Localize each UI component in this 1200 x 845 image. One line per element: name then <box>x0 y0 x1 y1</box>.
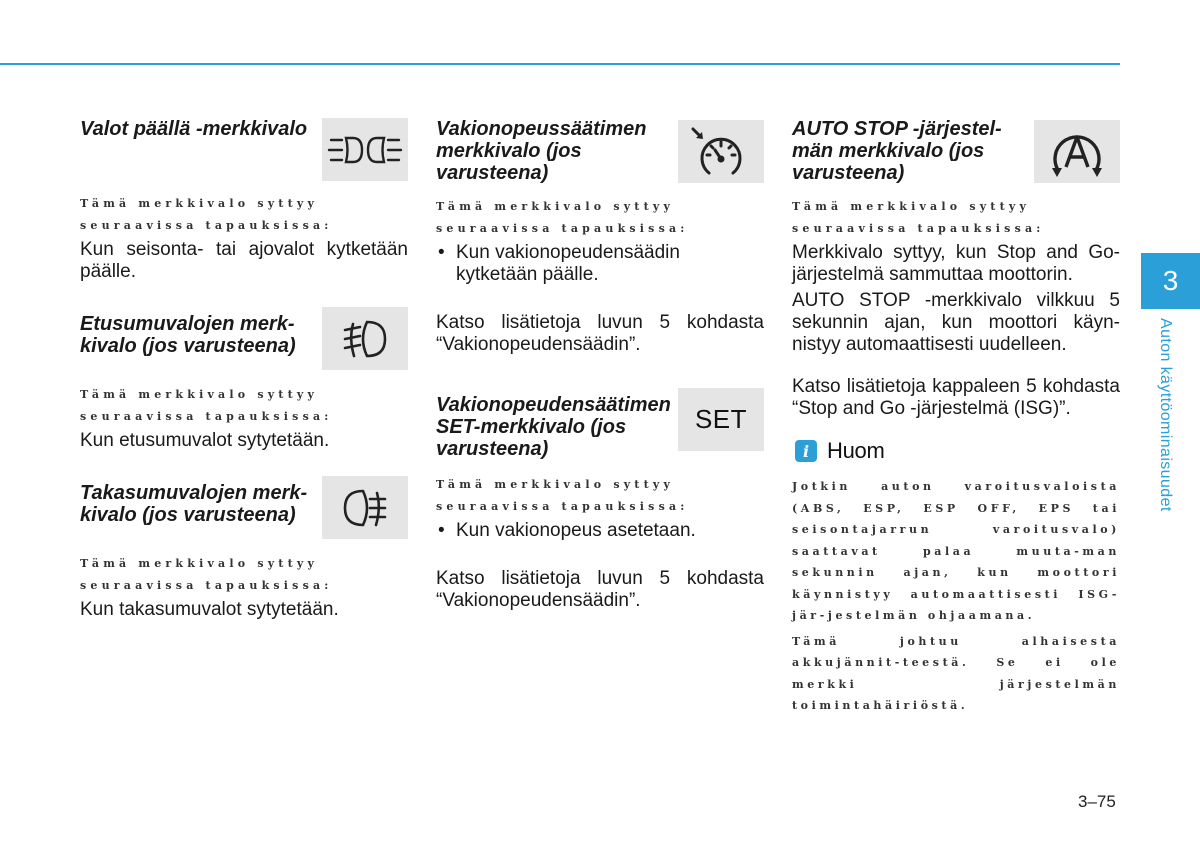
condition-label: Tämä merkkivalo syttyy seuraavissa tapauksissa: <box>436 478 689 513</box>
bullet-text: Kun vakionopeus asetetaan. <box>456 520 696 541</box>
section-headlight <box>80 112 408 181</box>
front-fog-light-icon <box>322 307 408 370</box>
section-body: Kun seisonta- tai ajovalot kytketään päälle. <box>80 239 408 282</box>
section-heading: Vakionopeudensäätimen SET-merkkivalo (jos varusteena) <box>436 394 671 460</box>
page-number: 3–75 <box>1078 792 1116 811</box>
section-body: Merkkivalo syttyy, kun Stop and Go-järjestelmä sammuttaa moottorin. <box>792 242 1120 285</box>
column-3 <box>792 112 1120 717</box>
section-front-fog <box>80 307 408 370</box>
auto-stop-icon <box>1034 120 1120 183</box>
section-heading: Takasumuvalojen merk-kivalo (jos varusteena) <box>80 482 308 526</box>
chapter-tab: 3 <box>1141 253 1200 309</box>
section-heading: Vakionopeussäätimen merkkivalo (jos varusteena) <box>436 118 647 184</box>
info-icon: i <box>795 440 817 462</box>
section-cruise <box>436 112 764 184</box>
cruise-control-icon <box>678 120 764 183</box>
reference-text: Katso lisätietoja luvun 5 kohdasta “Vakionopeudensäädin”. <box>436 312 764 355</box>
headlight-icon <box>322 118 408 181</box>
chapter-title: Auton käyttöominaisuudet <box>1157 318 1174 512</box>
section-body: Kun takasumuvalot sytytetään. <box>80 599 339 620</box>
section-heading: AUTO STOP -järjestel-män merkkivalo (jos varusteena) <box>792 118 1002 184</box>
note-paragraph: Jotkin auton varoitusvaloista (ABS, ESP, ESP OFF, EPS tai seisontajarrun varoitusvalo) saattavat palaa muuta-man sekunnin ajan, kun moottori käynnistyy automaattisesti ISG-jär-jestelmän ohjaamana. <box>792 480 1120 622</box>
note-header <box>792 438 1120 464</box>
note-paragraph: Tämä johtuu alhaisesta akkujännit-teestä. Se ei ole merkki järjestelmän toimintahäiriöstä. <box>792 634 1120 712</box>
bullet-text: Kun vakionopeudensäädin kytketään päälle. <box>456 242 680 285</box>
note-title: Huom <box>827 438 885 463</box>
condition-label: Tämä merkkivalo syttyy seuraavissa tapauksissa: <box>792 200 1045 235</box>
reference-text: Katso lisätietoja luvun 5 kohdasta “Vakionopeudensäädin”. <box>436 568 764 611</box>
section-set <box>436 388 764 460</box>
section-heading: Valot päällä -merkkivalo <box>80 118 308 140</box>
rear-fog-light-icon <box>322 476 408 539</box>
header-rule <box>0 63 1120 65</box>
section-rear-fog <box>80 476 408 539</box>
set-indicator-icon <box>678 388 764 451</box>
column-2 <box>436 112 764 612</box>
bullet-item: • Kun vakionopeudensäädin kytketään päälle. <box>436 242 764 286</box>
set-icon-text: SET <box>694 404 748 434</box>
column-1 <box>80 112 408 621</box>
section-auto-stop <box>792 112 1120 184</box>
condition-label: Tämä merkkivalo syttyy seuraavissa tapauksissa: <box>80 197 333 232</box>
condition-label: Tämä merkkivalo syttyy seuraavissa tapauksissa: <box>436 200 689 235</box>
reference-text: Katso lisätietoja kappaleen 5 kohdasta “Stop and Go -järjestelmä (ISG)”. <box>792 376 1120 419</box>
bullet-item: • Kun vakionopeus asetetaan. <box>438 520 696 541</box>
condition-label: Tämä merkkivalo syttyy seuraavissa tapauksissa: <box>80 388 333 423</box>
section-body: Kun etusumuvalot sytytetään. <box>80 430 330 451</box>
condition-label: Tämä merkkivalo syttyy seuraavissa tapauksissa: <box>80 557 333 592</box>
section-body: AUTO STOP -merkkivalo vilkkuu 5 sekunnin ajan, kun moottori käyn-nistyy automaattisesti uudelleen. <box>792 290 1120 355</box>
section-heading: Etusumuvalojen merk-kivalo (jos varusteena) <box>80 313 296 357</box>
